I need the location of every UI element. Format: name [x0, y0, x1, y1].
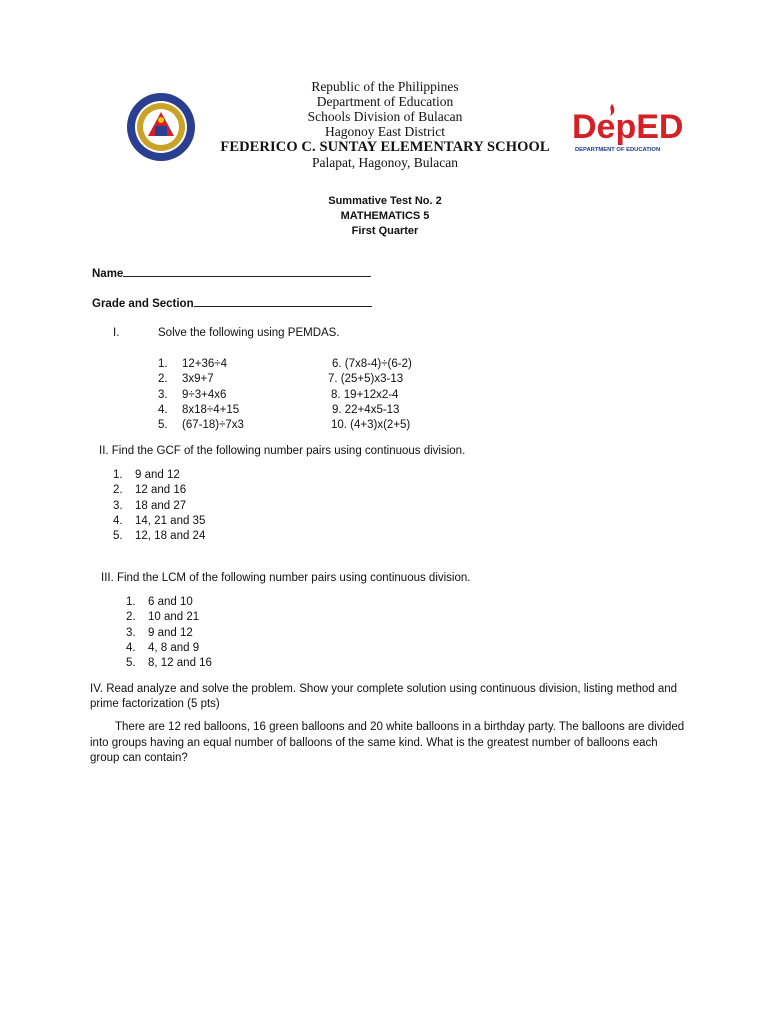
header-line-republic: Republic of the Philippines	[311, 79, 459, 94]
test-title: Summative Test No. 2	[328, 195, 442, 207]
grade-section-field[interactable]	[92, 296, 372, 310]
list-item: 9. 22+4x5-13	[332, 403, 400, 416]
grade-section-label: Grade and Section	[92, 298, 194, 310]
deped-logo-icon	[572, 100, 684, 156]
school-header	[190, 79, 580, 170]
header-line-district: Hagonoy East District	[325, 124, 445, 139]
name-blank-line[interactable]	[123, 266, 371, 277]
list-item: 6. (7x8-4)÷(6-2)	[332, 358, 412, 370]
section2-instruction: II. Find the GCF of the following number pairs using continuous division.	[99, 445, 466, 457]
section3-instruction: III. Find the LCM of the following number pairs using continuous division.	[101, 572, 471, 584]
gcf-list	[113, 468, 205, 544]
list-item: 7. (25+5)x3-13	[328, 373, 404, 386]
list-item: 4. 14, 21 and 35	[113, 514, 206, 527]
school-name: FEDERICO C. SUNTAY ELEMENTARY SCHOOL	[220, 139, 550, 155]
grade-section-blank-line[interactable]	[194, 296, 372, 307]
list-item: 4. 4, 8 and 9	[126, 641, 200, 654]
list-item: 1. 12+36÷4	[158, 358, 228, 370]
list-item: 2. 3x9+7	[158, 373, 214, 386]
section1-instruction: Solve the following using PEMDAS.	[158, 327, 340, 339]
deped-logo-subtext: DEPARTMENT OF EDUCATION	[575, 147, 661, 153]
list-item: 5. 8, 12 and 16	[126, 657, 212, 670]
list-item: 2. 12 and 16	[113, 484, 187, 497]
list-item: 3. 9 and 12	[126, 626, 193, 639]
header-line-department: Department of Education	[316, 94, 454, 109]
test-title-block	[250, 194, 520, 239]
list-item: 5. 12, 18 and 24	[113, 530, 206, 543]
list-item: 1. 9 and 12	[113, 469, 180, 481]
list-item: 5. (67-18)÷7x3	[158, 419, 244, 432]
word-problem: There are 12 red balloons, 16 green balloons and 20 white balloons in a birthday party. The balloons are divided into groups having an equal number of balloons of the same kind. What is the greatest number of balloons each group can contain?	[90, 721, 685, 765]
pemdas-list-left	[158, 357, 244, 433]
list-item: 8. 19+12x2-4	[331, 388, 399, 401]
deped-logo-text: DepED	[572, 108, 684, 146]
list-item: 4. 8x18÷4+15	[158, 403, 240, 416]
name-label: Name	[92, 268, 124, 280]
list-item: 3. 9÷3+4x6	[158, 388, 227, 401]
pemdas-list-right	[328, 357, 412, 433]
list-item: 2. 10 and 21	[126, 611, 200, 624]
school-seal-icon	[126, 92, 196, 162]
section4-instruction: IV. Read analyze and solve the problem. Show your complete solution using continuous division, listing method and prime factorization (5 pts)	[90, 683, 678, 711]
header-line-division: Schools Division of Bulacan	[307, 109, 463, 124]
test-quarter: First Quarter	[351, 225, 419, 237]
lcm-list	[126, 595, 212, 671]
list-item: 1. 6 and 10	[126, 596, 193, 608]
section1-numeral: I.	[113, 327, 120, 339]
list-item: 3. 18 and 27	[113, 499, 187, 512]
test-subject: MATHEMATICS 5	[340, 210, 430, 222]
school-address: Palapat, Hagonoy, Bulacan	[311, 155, 459, 170]
list-item: 10. (4+3)x(2+5)	[331, 419, 411, 432]
name-field[interactable]	[92, 266, 371, 280]
